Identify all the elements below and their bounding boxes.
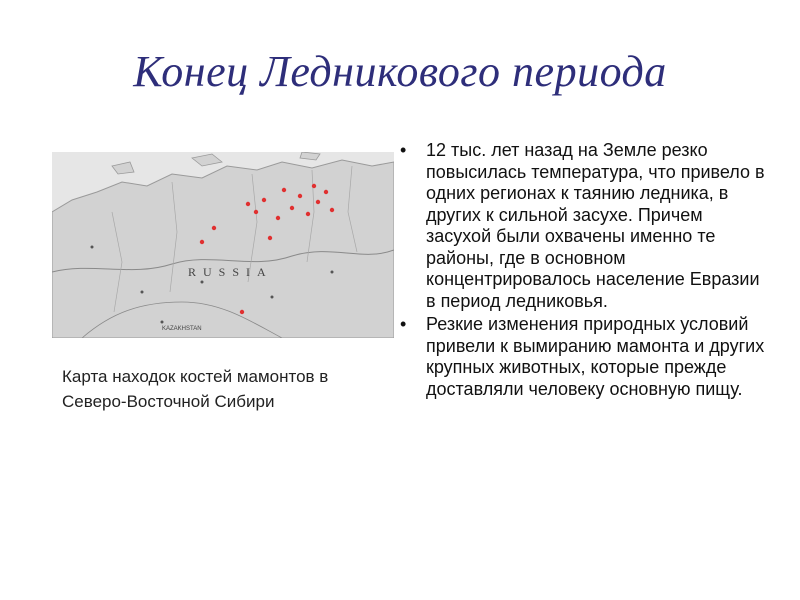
map-small-label: KAZAKHSTAN — [162, 326, 202, 332]
bullet-dot: • — [400, 314, 407, 334]
mammoth-finds-map — [52, 152, 394, 338]
slide-title: Конец Ледникового периода — [133, 47, 667, 96]
map-country-label: RUSSIA — [188, 265, 273, 279]
map-graphic — [52, 152, 394, 338]
bullet-item — [398, 314, 768, 400]
map-caption: Карта находок костей мамонтов в Северо-Восточной Сибири — [62, 367, 329, 411]
bullet-item — [398, 140, 768, 312]
bullet-text: Резкие изменения природных условий привели к вымиранию мамонта и других крупных животных, которые прежде доставляли человеку основную пищу. — [426, 314, 765, 399]
bullet-list — [398, 140, 768, 402]
bullet-text: 12 тыс. лет назад на Земле резко повысилась температура, что привело в одних регионах к таянию ледника, в других к сильной засухе. Причем засухой были охвачены именно те районы, где в основном концентрировалось население Евразии в период ледниковья. — [426, 140, 765, 311]
bullet-dot: • — [400, 140, 407, 160]
